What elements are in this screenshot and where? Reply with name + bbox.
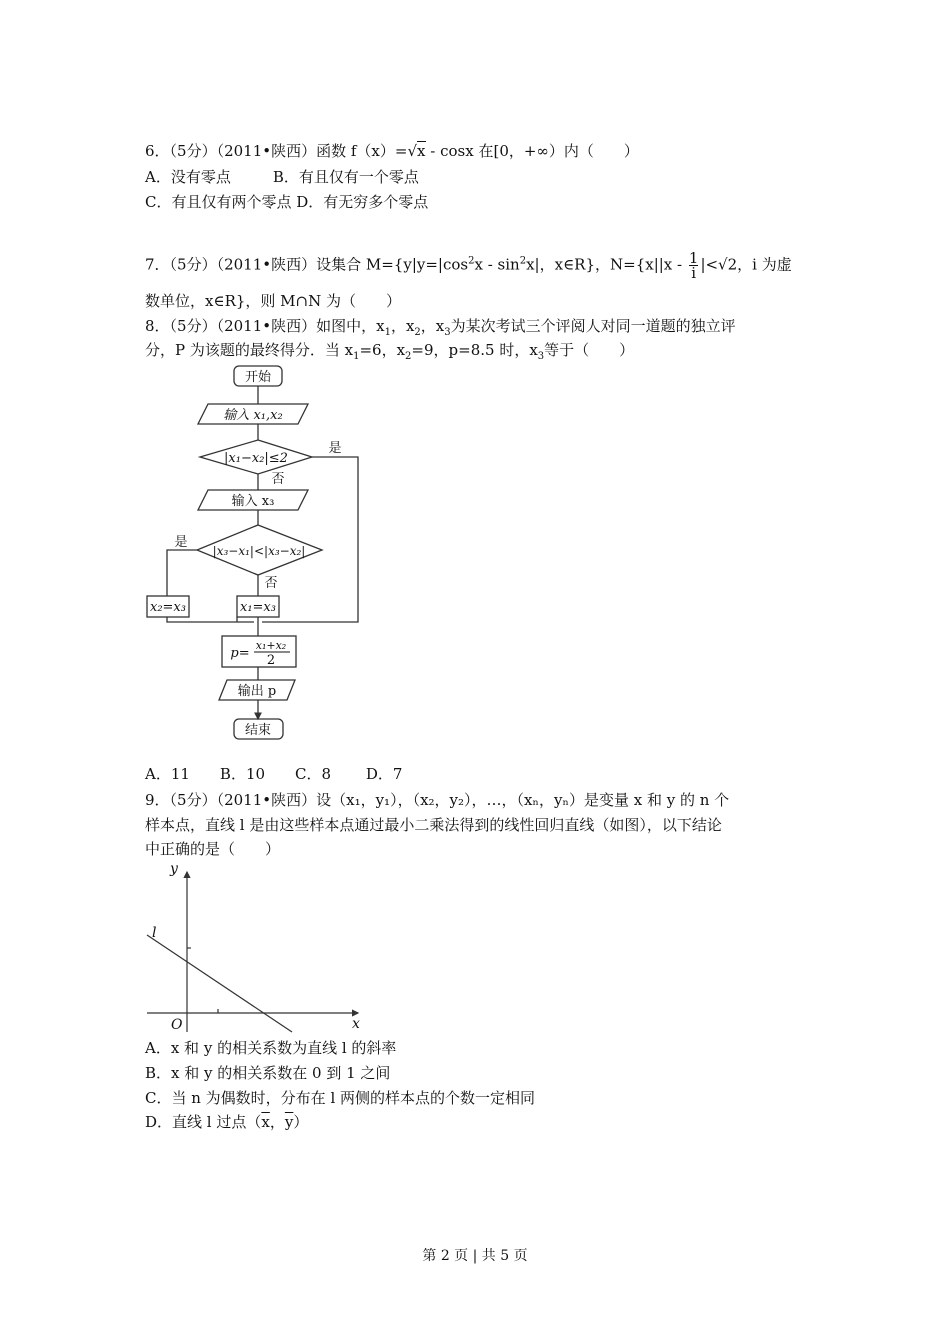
q7-text-c: x|，x∈R}，N={x||x - [526, 255, 687, 274]
flow-yes-2: 是 [174, 535, 188, 550]
sub: 2 [405, 351, 412, 362]
flow-input-2: 输入 x₃ [231, 494, 275, 509]
q7-sup: 2 [519, 255, 527, 267]
frac-num: 1 [688, 249, 699, 267]
q7-line2: 数单位，x∈R}，则 M∩N 为（ ） [145, 292, 401, 310]
t: 等于（ ） [544, 341, 635, 359]
q7-text-d: |<√2，i 为虚 [700, 255, 792, 274]
sub: 1 [353, 351, 360, 362]
q6-text-2: - cosx 在[0，+∞）内（ ） [425, 142, 639, 160]
t: =9，p=8.5 时，x [411, 341, 538, 359]
origin-label: O [171, 1017, 183, 1033]
flow-formula-p: p= [230, 646, 250, 661]
flow-condition-2: |x₃−x₁|<|x₃−x₂| [212, 544, 306, 558]
q7-text-b: x - sin [474, 255, 520, 274]
q6-option-a: A．没有零点 [145, 168, 231, 186]
q9-line2: 样本点，直线 l 是由这些样本点通过最小二乘法得到的线性回归直线（如图），以下结论 [145, 816, 722, 834]
t: D．直线 l 过点（ [145, 1113, 262, 1131]
t: ） [293, 1113, 309, 1131]
y-axis-label: y [170, 861, 178, 877]
t: ，x [390, 317, 415, 335]
t: 8．（5分）（2011•陕西）如图中，x [145, 317, 385, 335]
flow-end: 结束 [244, 723, 272, 738]
q6-option-c: C．有且仅有两个零点 [145, 193, 292, 211]
flow-start: 开始 [244, 370, 272, 385]
q8-options: A．11 B．10 C．8 D．7 [145, 765, 403, 783]
flow-output: 输出 p [237, 684, 277, 699]
x-bar: $\overline{x}$ [261, 1113, 270, 1131]
flow-yes-1: 是 [328, 441, 342, 456]
sqrt-sign: √ [407, 142, 418, 160]
flow-formula-num: x₁+x₂ [255, 639, 287, 652]
x-axis-label: x [352, 1016, 360, 1032]
sub: 1 [384, 327, 391, 338]
regression-graph [147, 872, 358, 1032]
y-bar: $\overline{y}$ [284, 1113, 294, 1131]
q6-option-d: D．有无穷多个零点 [296, 193, 429, 211]
flow-assign-right: x₁=x₃ [240, 600, 276, 615]
flow-formula-den: 2 [266, 653, 276, 668]
t: ，x [420, 317, 445, 335]
q7-text: 7．（5分）（2011•陕西）设集合 M={y|y=|cos [145, 255, 469, 274]
flow-no-1: 否 [271, 472, 285, 487]
sub: 3 [444, 327, 451, 338]
page-footer: 第 2 页 | 共 5 页 [422, 1248, 528, 1264]
t: =6，x [359, 341, 406, 359]
line-label: l [152, 925, 157, 941]
q9-option-b: B．x 和 y 的相关系数在 0 到 1 之间 [145, 1064, 391, 1082]
q9-line3: 中正确的是（ ） [145, 840, 281, 858]
q9-option-a: A．x 和 y 的相关系数为直线 l 的斜率 [145, 1039, 397, 1057]
q6-sqrt-arg: x [417, 142, 426, 160]
q6-text: 6．（5分）（2011•陕西）函数 f（x）= [145, 142, 408, 160]
sub: 3 [537, 351, 545, 362]
flow-input-1: 输入 x₁,x₂ [223, 408, 283, 423]
flow-no-2: 否 [264, 576, 278, 591]
q9-option-c: C．当 n 为偶数时，分布在 l 两侧的样本点的个数一定相同 [145, 1089, 536, 1107]
sub: 2 [414, 327, 421, 338]
q6-option-b: B．有且仅有一个零点 [272, 168, 419, 186]
flow-assign-left: x₂=x₃ [150, 600, 186, 615]
flow-condition-1: |x₁−x₂|≤2 [224, 451, 288, 466]
regression-line [147, 935, 292, 1032]
q9-option-d [145, 1112, 308, 1132]
t: ， [269, 1113, 285, 1131]
frac-den: i [691, 264, 697, 282]
q9-line1: 9．（5分）（2011•陕西）设（x₁，y₁），（x₂，y₂），…，（xₙ，yₙ）是变量 x 和 y 的 n 个 [145, 791, 730, 809]
t: 分，P 为该题的最终得分．当 x [145, 341, 354, 359]
q7-sup: 2 [468, 255, 475, 267]
t: 为某次考试三个评阅人对同一道题的独立评 [450, 317, 736, 335]
